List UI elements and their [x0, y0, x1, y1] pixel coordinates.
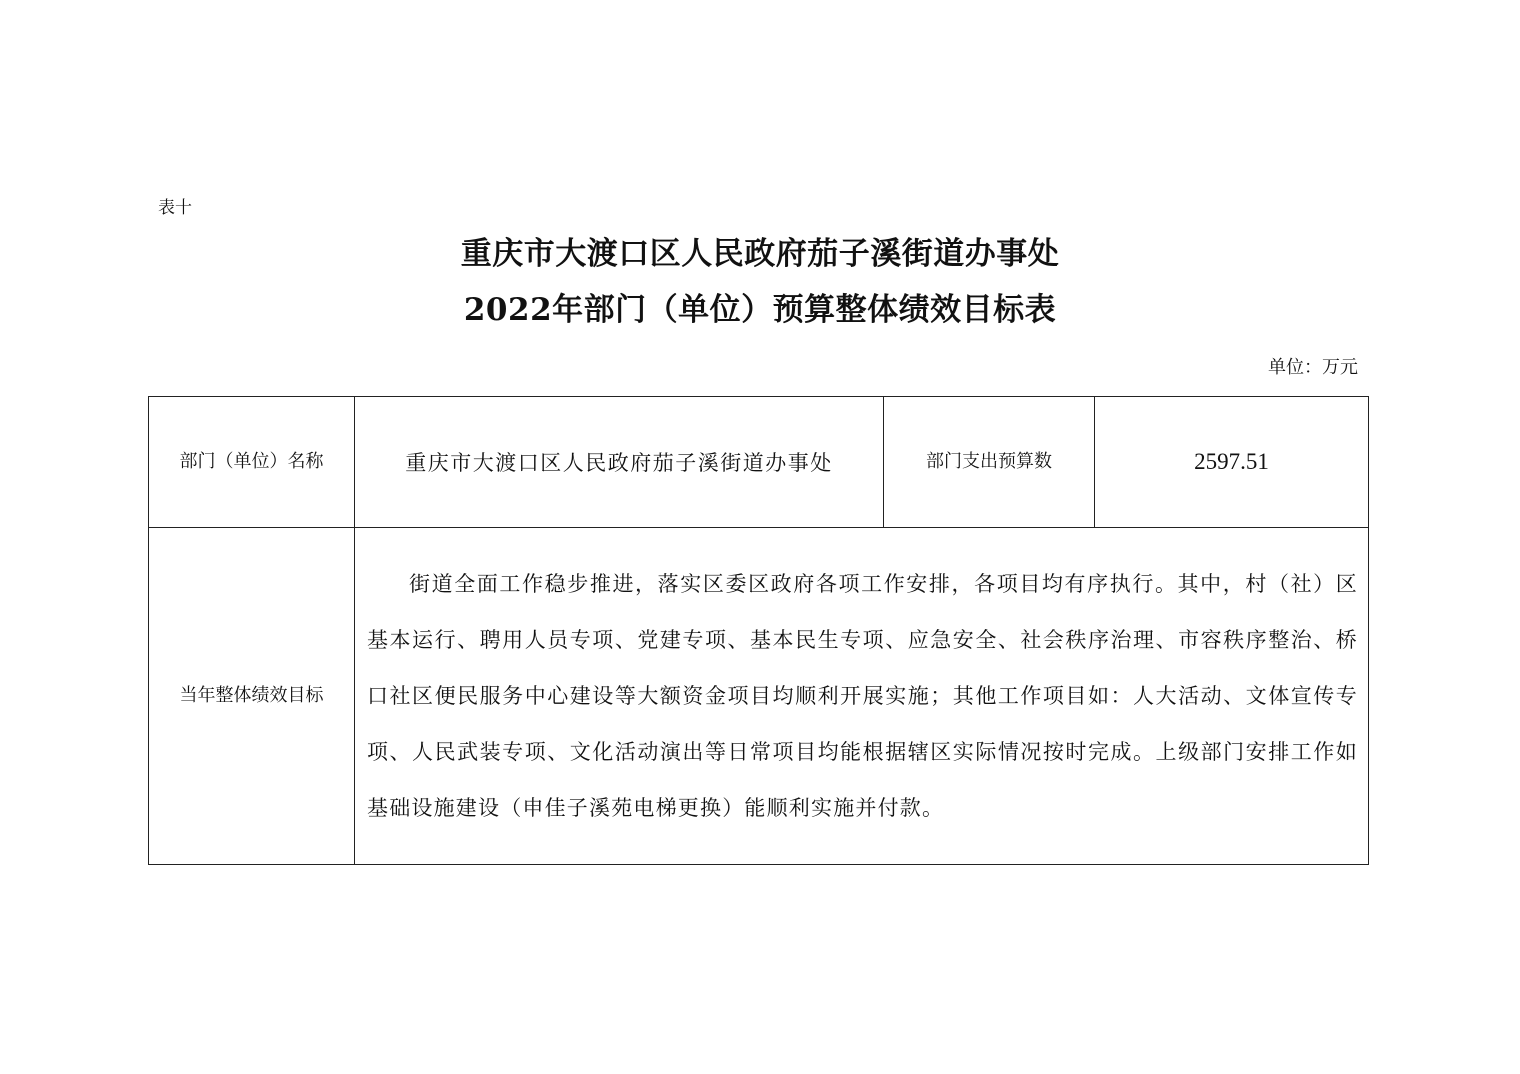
table-row	[149, 397, 1369, 528]
budget-value: 2597.51	[1095, 397, 1369, 528]
table-number-label: 表十	[158, 198, 192, 218]
document-title-line-1: 重庆市大渡口区人民政府茄子溪街道办事处	[460, 236, 1060, 272]
dept-name-value: 重庆市大渡口区人民政府茄子溪街道办事处	[355, 397, 884, 528]
goal-text: 街道全面工作稳步推进，落实区委区政府各项工作安排，各项目均有序执行。其中，村（社）区基本运行、聘用人员专项、党建专项、基本民生专项、应急安全、社会秩序治理、市容秩序整治、桥口社区便民服务中心建设等大额资金项目均顺利开展实施；其他工作项目如：人大活动、文体宣传专项、人民武装专项、文化活动演出等日常项目均能根据辖区实际情况按时完成。上级部门安排工作如基础设施建设（申佳子溪苑电梯更换）能顺利实施并付款。	[367, 572, 1358, 820]
dept-name-label: 部门（单位）名称	[149, 397, 355, 528]
goal-label: 当年整体绩效目标	[149, 528, 355, 865]
performance-goal-table	[148, 396, 1369, 865]
budget-label: 部门支出预算数	[884, 397, 1095, 528]
unit-label: 单位：万元	[1268, 357, 1358, 378]
goal-cell	[355, 528, 1369, 865]
table-row	[149, 528, 1369, 865]
document-title-line-2: 2022年部门（单位）预算整体绩效目标表	[463, 292, 1057, 328]
